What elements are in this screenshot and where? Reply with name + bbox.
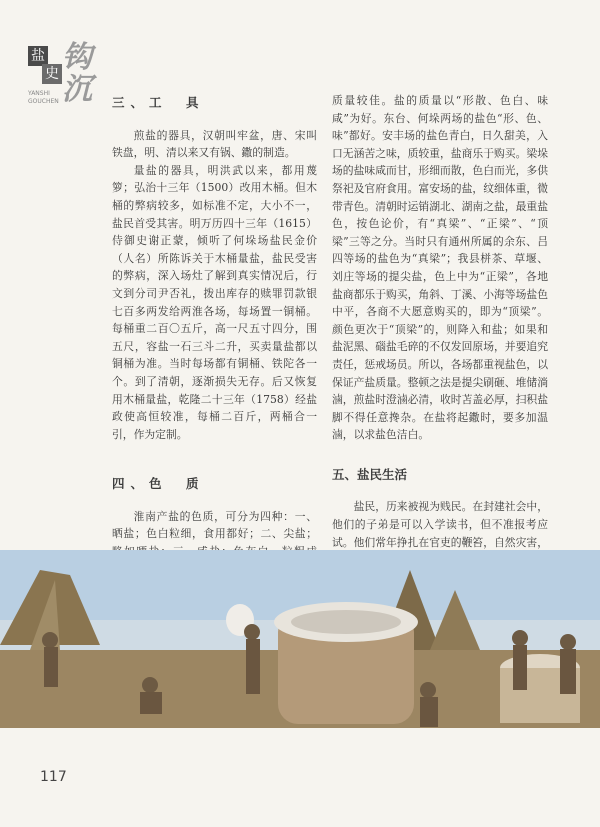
right-column: [332, 92, 548, 569]
logo-romanization-line1: YANSHI: [28, 90, 50, 97]
section-5-heading: 五、盐民生活: [332, 466, 408, 482]
section-4-heading: 四、色 质: [112, 476, 205, 492]
diorama-illustration: [0, 550, 600, 728]
section-3-heading: 三、工 具: [112, 95, 205, 110]
logo-romanization-line2: GOUCHEN: [28, 98, 59, 105]
section-5-paragraph: 盐民，历来被视为贱民。在封建社会中，他们的子弟是可以入学读书，但不准报考应试。他们常年挣扎在官吏的鞭笞，自然灾害，: [332, 500, 548, 549]
page-number: 117: [40, 769, 67, 785]
book-logo: [28, 40, 108, 107]
section-4-paragraph-continued: 质量较佳。盐的质量以“形散、色白、味咸”为好。东台、何垛两场的盐色“形、色、味”都好。安丰场的盐色青白，日久甜美，入口无涵苦之味，质较重，盐商乐于购买。梁垛场的盐味咸而甘，形细而散，色白而光，多供祭祀及官府食用。富安场的盐，纹细体重，微带青色。清朝时运销湖北、湖南之盐，最重盐色，按色论价，有“真梁”、“正梁”、“顶梁”三等之分。当时只有通州所属的余东、吕四等场的盐色为“真梁”；我县栟茶、草堰、刘庄等场的提尖盐，色上中为“正梁”，各地盐商都乐于购买，角斜、丁溪、小海等场盐色中平，各商不大愿意购买的，即为“顶梁”。颜色更次于“顶梁”的，则降入和盐；如果和盐泥黑、碯盐毛碎的不仅发回原场，并要追究责任，惩戒场员。所以，各场都重视盐色，以保证产盐质量。整顿之法是提尖刷砸、堆储淌滷，煎盐时澄滷必清，收时苫盖必厚，扫积盐脚不得任意搀杂。在盐将起鏾时，要多加温滷，以求盐色洁白。: [332, 94, 548, 442]
section-3-paragraph: 量盐的器具，明洪武以来，都用蔑箩；弘治十三年（1500）改用木桶。但木桶的弊病较多，如标准不定，大小不一，盐民首受其害。明万历四十三年（1615）侍御史谢正蒙，倾听了何垛场盐民金价（人名）所陈诉关于木桶量盐，盐民受害的弊病，深入场灶了解到真实情况后，行文到分司尹否礼，拨出库存的赎罪罚款银七百多两发给两淮各场，每场置一铜桶。每桶重二百〇五斤，高一尺五寸四分，围五尺，容盐一石三斗二升，买卖量盐都以铜桶为准。当时每场都有铜桶、铁陀各一个。到了清朝，逐渐损失无存。后又恢复用木桶量盐，乾隆二十三年（1758）经盐政使高恒较准，每桶二百斤，两桶合一引，作为定制。: [112, 163, 317, 441]
logo-romanization: [28, 90, 59, 106]
logo-script-text: 钩沉: [62, 40, 94, 107]
salt-museum-diorama-photo: [0, 550, 600, 728]
section-3-paragraph: 煎盐的器具，汉朝叫牢盆，唐、宋叫铁盘，明、清以来又有锅、鏾的制造。: [112, 128, 317, 160]
section-4-paragraph: 淮南产盐的色质，可分为四种：一、晒盐；色白粒细，食用都好；二、尖盐；: [112, 509, 317, 541]
logo-char-salt: 盐: [28, 46, 48, 66]
logo-char-history: 史: [42, 64, 62, 84]
